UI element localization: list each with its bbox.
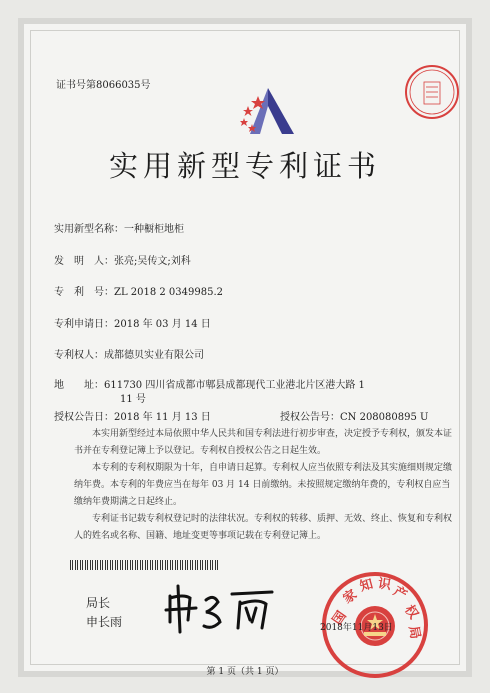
field-filing-date [54,315,211,330]
utility-model-name-value: 一种橱柜地柜 [124,224,184,235]
inventor-label: 发 明 人： [54,256,114,267]
paragraph-2: 本专利的专利权期限为十年，自申请日起算。专利权人应当依照专利法及其实施细则规定缴纳年费。本专利的年费应当在每年 03 月 14 日前缴纳。未按照规定缴纳年费的，专利权自应当缴纳年费期满之日起终止。 [74,463,453,507]
grant-number-label: 授权公告号： [280,412,340,423]
document-title: 实用新型专利证书 [108,149,381,183]
grant-date-label: 授权公告日： [54,412,114,423]
patentee-value: 成都德贝实业有限公司 [104,350,204,361]
svg-text:国: 国 [329,608,350,628]
address-value-line1: 611730 四川省成都市郫县成都现代工业港北片区港大路 1 [104,380,365,391]
svg-text:产: 产 [390,583,410,604]
grant-date-value: 2018 年 11 月 13 日 [114,412,211,423]
svg-text:识: 识 [376,576,392,594]
grant-number-value: CN 208080895 U [340,412,429,423]
address-value-line2: 11 号 [120,394,146,405]
top-seal-icon [404,64,460,120]
barcode [70,560,220,570]
field-patent-number [54,283,223,298]
svg-text:知: 知 [358,576,375,595]
cnipa-logo-icon [238,84,296,136]
field-address [54,376,365,391]
field-utility-model-name [54,220,184,235]
svg-text:家: 家 [340,587,360,607]
page-footer: 第 1 页（共 1 页） [206,667,284,677]
address-label: 地 址： [54,380,104,391]
filing-date-label: 专利申请日： [54,319,114,330]
inventor-value: 张亮;吴传文;刘科 [114,256,191,267]
patent-number-value: ZL 2018 2 0349985.2 [114,287,224,298]
field-inventor [54,252,191,267]
paragraph-1: 本实用新型经过本局依照中华人民共和国专利法进行初步审查，决定授予专利权，颁发本证书并在专利登记簿上予以登记。专利权自授权公告之日起生效。 [74,429,453,456]
svg-text:局: 局 [405,624,423,641]
patentee-label: 专利权人： [54,350,104,361]
field-grant-date [54,408,211,423]
filing-date-value: 2018 年 03 月 14 日 [114,319,211,330]
paragraph-3: 专利证书记载专利权登记时的法律状况。专利权的转移、质押、无效、终止、恢复和专利权人的姓名或名称、国籍、地址变更等事项记载在专利登记簿上。 [74,514,453,541]
handwritten-signature [162,584,282,636]
field-patentee [54,346,204,361]
certificate-page [18,18,472,677]
director-name: 申长雨 [86,615,123,629]
director-title: 局长 [86,596,111,610]
patent-number-label: 专 利 号： [54,287,114,298]
seal-date: 2018年11月13日 [320,623,393,633]
certificate-number: 证书号第8066035号 [56,80,151,91]
utility-model-name-label: 实用新型名称： [54,224,124,235]
svg-text:权: 权 [401,602,421,622]
field-grant-number [280,408,428,423]
